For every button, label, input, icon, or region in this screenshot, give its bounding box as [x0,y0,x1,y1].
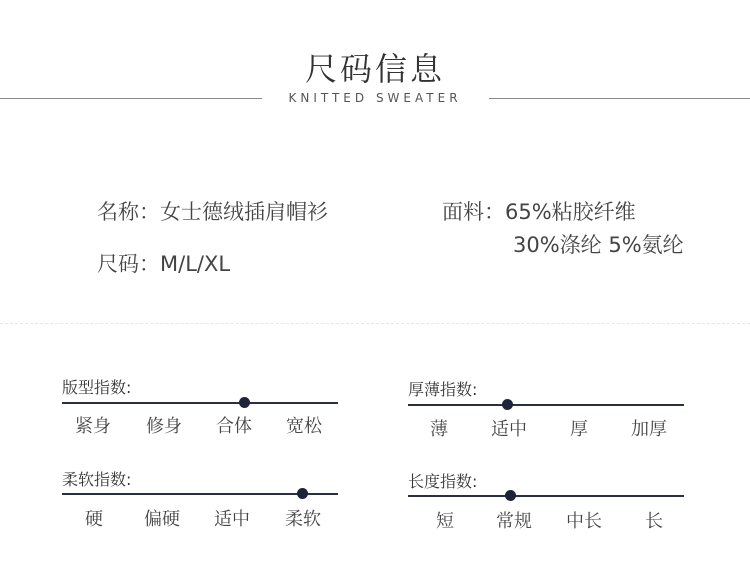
scale-length-label: 长度指数: [408,472,478,491]
scale-fit-option: 修身 [146,416,182,437]
scale-length-option: 短 [436,511,454,532]
section-divider [0,323,750,324]
scale-softness-option: 硬 [85,509,103,530]
scale-thickness-option: 薄 [430,419,448,440]
scale-fit-marker [239,397,250,408]
scale-length-option: 常规 [496,511,532,532]
scale-fit-track [62,402,338,404]
product-material: 面料：65%粘胶纤维 [442,200,636,224]
scale-softness-option: 适中 [214,509,250,530]
scale-softness-option: 柔软 [285,509,321,530]
scale-thickness-option: 厚 [570,419,588,440]
scale-softness [62,467,338,537]
scale-length [408,469,684,539]
product-size: 尺码：M/L/XL [97,252,231,276]
scale-fit-option: 宽松 [286,416,322,437]
scale-length-option: 长 [645,511,663,532]
subtitle-divider-right [489,98,750,99]
product-name: 名称：女士德绒插肩帽衫 [97,200,328,224]
scale-thickness-track [408,404,684,406]
scale-fit-option: 紧身 [75,416,111,437]
scale-thickness-label: 厚薄指数: [408,380,478,399]
scale-softness-marker [297,488,308,499]
scale-thickness-marker [502,399,513,410]
scale-softness-option: 偏硬 [144,509,180,530]
scale-length-option: 中长 [566,511,602,532]
scale-length-track [408,495,684,497]
scale-fit-option: 合体 [216,416,252,437]
product-material-cont: 30%涤纶 5%氨纶 [513,233,684,257]
scale-length-marker [505,490,516,501]
scale-thickness-option: 适中 [491,419,527,440]
scale-thickness [408,377,684,447]
page-subtitle: KNITTED SWEATER [288,91,462,105]
page-title: 尺码信息 [304,50,445,88]
scale-fit-label: 版型指数: [62,378,132,397]
scale-softness-label: 柔软指数: [62,470,132,489]
scale-fit [62,375,338,445]
scale-thickness-option: 加厚 [631,419,667,440]
